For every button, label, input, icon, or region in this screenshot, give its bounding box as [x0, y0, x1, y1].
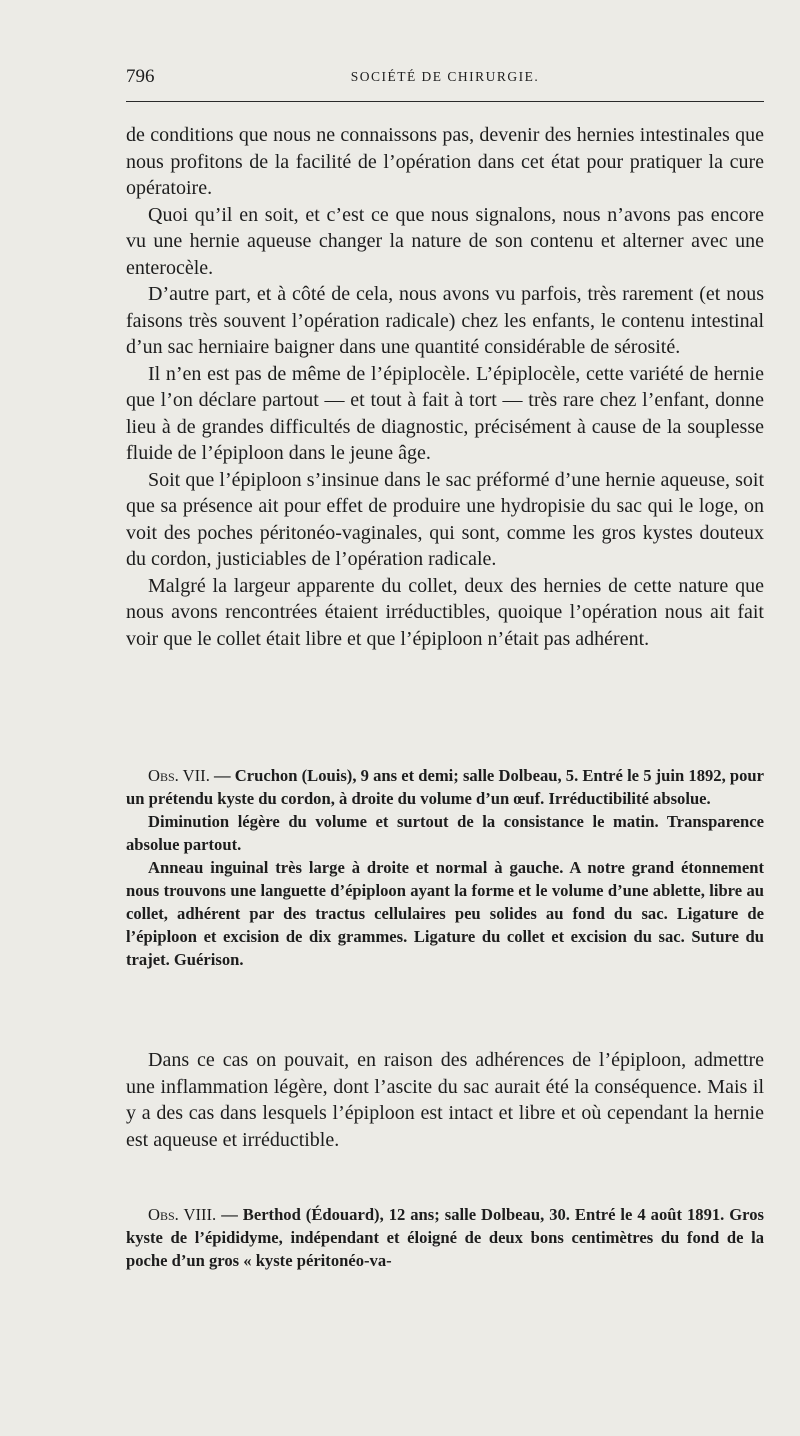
observation-text: — Berthod (Édouard), 12 ans; salle Dolbeau, 30. Entré le 4 août 1891. Gros kyste de l’épididyme, indépendant et éloigné de deux bons centimètres du fond de la poche d’un gros « kyste péritonéo-va- — [126, 1205, 765, 1270]
header-rule — [126, 101, 764, 102]
running-title: SOCIÉTÉ DE CHIRURGIE. — [350, 69, 540, 84]
observation-vii — [126, 764, 764, 971]
observation-viii — [126, 1203, 764, 1272]
observation-label: Obs. VII. — [148, 766, 210, 785]
paragraph: Soit que l’épiploon s’insinue dans le sac préformé d’une hernie aqueuse, soit que sa présence ait pour effet de produire une hydropisie du sac qui le loge, on voit des poches péritonéo-vaginales, qui sont, comme les gros kystes douteux du cordon, justiciables de l’opération radicale. — [126, 468, 764, 570]
observation-text: — Cruchon (Louis), 9 ans et demi; salle Dolbeau, 5. Entré le 5 juin 1892, pour un prétendu kyste du cordon, à droite du volume d’un œuf. Irréductibilité absolue. — [126, 766, 765, 808]
paragraph: Malgré la largeur apparente du collet, deux des hernies de cette nature que nous avons rencontrées étaient irréductibles, quoique l’opération nous ait fait voir que le collet était libre et que l’épiploon n’était pas adhérent. — [126, 574, 764, 650]
observation-line: Diminution légère du volume et surtout de la consistance le matin. Transparence absolue partout. — [126, 812, 764, 854]
observation-line: Anneau inguinal très large à droite et normal à gauche. A notre grand étonnement nous trouvons une languette d’épiploon ayant la forme et le volume d’une ablette, libre au collet, adhérent par des tractus cellulaires peu solides au fond du sac. Ligature de l’épiploon et excision de dix grammes. Ligature du collet et excision du sac. Suture du trajet. Guérison. — [126, 858, 764, 969]
paragraph: D’autre part, et à côté de cela, nous avons vu parfois, très rarement (et nous faisons très souvent l’opération radicale) chez les enfants, le contenu intestinal d’un sac herniaire baigner dans une quantité considérable de sérosité. — [126, 283, 764, 358]
page-header — [126, 66, 764, 96]
paragraph: Dans ce cas on pouvait, en raison des adhérences de l’épiploon, admettre une inflammation légère, dont l’ascite du sac aurait été la conséquence. Mais il y a des cas dans lesquels l’épiploon est intact et libre et où cependant la hernie est aqueuse et irréductible. — [126, 1049, 764, 1151]
paragraph: Il n’en est pas de même de l’épiplocèle. L’épiplocèle, cette variété de hernie que l’on déclare partout — et tout à fait à tort — très rare chez l’enfant, donne lieu à de grandes difficultés de diagnostic, précisément à cause de la souplesse fluide de l’épiploon dans le jeune âge. — [126, 362, 764, 464]
paragraph: de conditions que nous ne connaissons pas, devenir des hernies intestinales que nous profitons de la facilité de l’opération dans cet état pour pratiquer la cure opératoire. — [126, 124, 764, 199]
discussion-text — [126, 1047, 764, 1153]
observation-line — [126, 1203, 764, 1272]
page-number: 796 — [126, 66, 155, 87]
paragraph: Quoi qu’il en soit, et c’est ce que nous signalons, nous n’avons pas encore vu une hernie aqueuse changer la nature de son contenu et alterner avec une enterocèle. — [126, 203, 764, 279]
observation-line — [126, 764, 764, 810]
observation-label: Obs. VIII. — [148, 1205, 217, 1224]
main-text — [126, 122, 764, 652]
